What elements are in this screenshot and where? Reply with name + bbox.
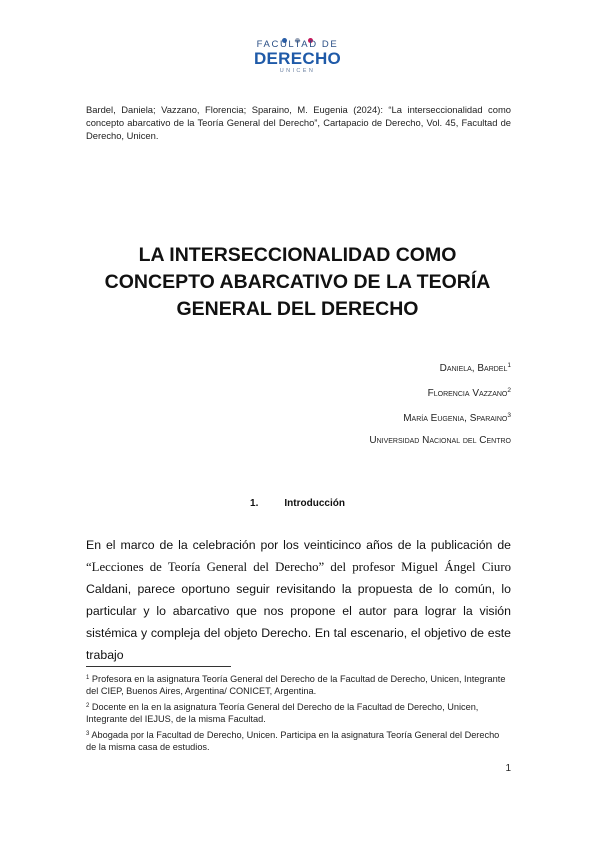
page-number: 1 (505, 763, 511, 774)
footnote-ref[interactable]: 2 (507, 387, 511, 394)
section-title: Introducción (284, 498, 345, 509)
author-name: María Eugenia, Sparaino (403, 413, 508, 424)
footnote-1 (86, 673, 511, 697)
footnotes (86, 673, 511, 757)
footnote-ref[interactable]: 1 (507, 362, 511, 369)
book-title: “Lecciones de Teoría General del Derecho” del profesor Miguel Ángel Ciuro (86, 560, 511, 574)
logo-dots (0, 30, 595, 38)
author-2 (369, 380, 511, 405)
paper-title (60, 242, 535, 323)
author-name: Daniela, Bardel (439, 363, 508, 374)
logo-line-faculty: FACULTAD DE (256, 39, 339, 50)
logo-line-derecho: DERECHO (253, 49, 342, 68)
title-line-1: LA INTERSECCIONALIDAD COMO (138, 244, 457, 266)
body-paragraph (86, 534, 511, 666)
footnote-2 (86, 701, 511, 725)
footnote-divider (86, 666, 231, 667)
footnote-3 (86, 729, 511, 753)
body-text-2: Caldani, parece oportuno seguir revisitando la propuesta de lo común, lo particular y lo abarcativo que nos propone el autor para lograr la visión sistémica y compleja del objeto Derecho. En tal escenario, el objetivo de este trabajo (86, 582, 511, 662)
section-heading (0, 498, 595, 509)
title-line-2: CONCEPTO ABARCATIVO DE LA TEORÍA (104, 271, 491, 293)
body-text-1: En el marco de la celebración por los veinticinco años de la publicación de (86, 538, 511, 552)
author-1 (369, 355, 511, 380)
footnote-ref[interactable]: 3 (507, 412, 511, 419)
logo-line-unicen: UNICEN (279, 68, 316, 74)
footnote-text: Profesora en la asignatura Teoría General del Derecho de la Facultad de Derecho, Unicen, Integrante del CIEP, Buenos Aires, Argentina/ CONICET, Argentina. (86, 674, 506, 696)
author-3 (369, 405, 511, 430)
footnote-mark: 3 (86, 731, 90, 737)
footnote-text: Abogada por la Facultad de Derecho, Unicen. Participa en la asignatura Teoría General del Derecho de la misma casa de estudios. (86, 730, 500, 752)
author-name: Florencia Vazzano (427, 388, 508, 399)
footnote-text: Docente en la en la asignatura Teoría General del Derecho de la Facultad de Derecho, Unicen, Integrante del IEJUS, de la misma Facultad. (86, 702, 479, 724)
footnote-mark: 1 (86, 675, 90, 681)
title-line-3: GENERAL DEL DERECHO (176, 298, 419, 320)
footnote-mark: 2 (86, 703, 90, 709)
citation: Bardel, Daniela; Vazzano, Florencia; Sparaino, M. Eugenia (2024): “La interseccionalidad como concepto abarcativo de la Teoría General del Derecho”, Cartapacio de Derecho, Vol. 45, Facultad de Derecho, Unicen. (86, 104, 511, 141)
faculty-logo (0, 30, 595, 75)
affiliation: Universidad Nacional del Centro (369, 435, 511, 446)
section-number: 1. (250, 498, 259, 509)
author-list (369, 355, 511, 452)
